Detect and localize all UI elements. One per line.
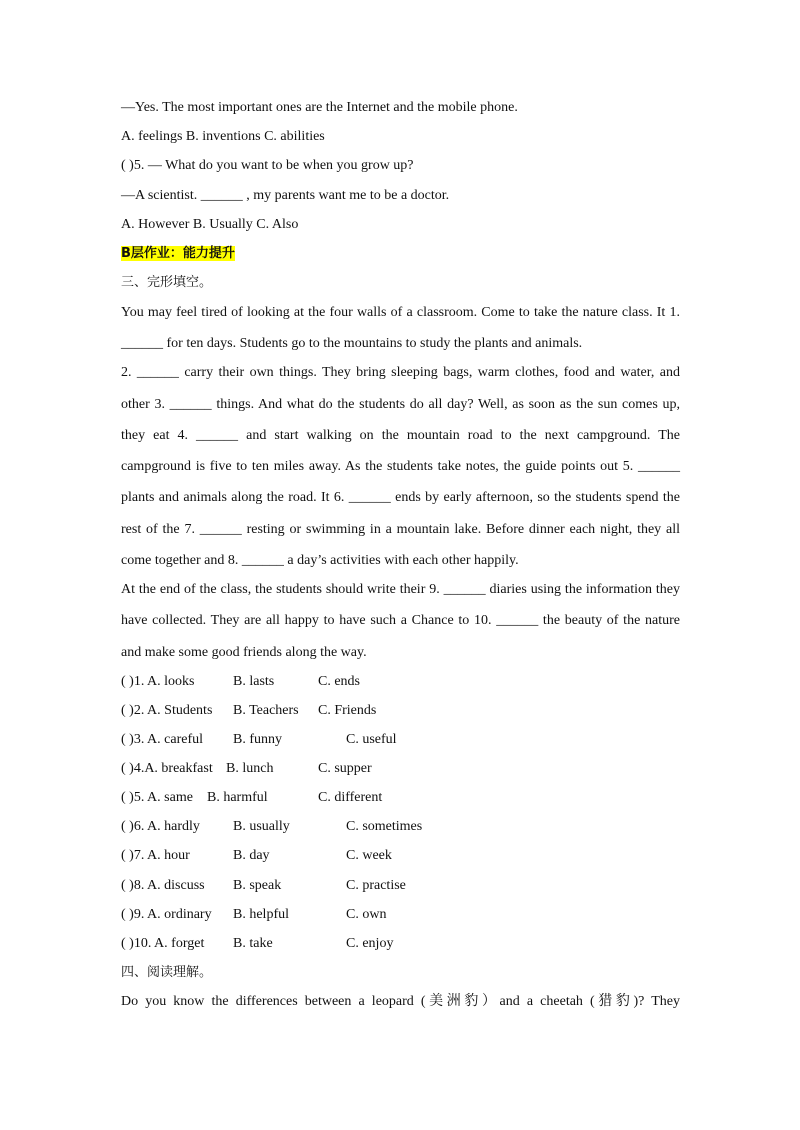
options-line-5: A. However B. Usually C. Also <box>121 217 299 232</box>
question-stem-option-a: ( )4.A. breakfast <box>121 761 213 776</box>
option-b: B. lunch <box>226 761 274 776</box>
cloze-heading: 三、完形填空。 <box>121 275 213 290</box>
option-c: C. supper <box>318 761 372 776</box>
reading-intro: Do you know the differences between a leopard (美洲豹）and a cheetah (猎豹)? They <box>121 994 680 1009</box>
option-c: C. own <box>346 907 387 922</box>
cloze-passage-line: they eat 4. ______ and start walking on the mountain road to the next campground. The <box>121 428 680 443</box>
cloze-passage-line: other 3. ______ things. And what do the students do all day? Well, as soon as the sun comes up, <box>121 397 680 412</box>
option-c: C. enjoy <box>346 936 394 951</box>
cloze-passage-line: ______ for ten days. Students go to the mountains to study the plants and animals. <box>121 336 583 351</box>
question-stem-option-a: ( )3. A. careful <box>121 732 204 747</box>
option-b: B. take <box>233 936 273 951</box>
option-b: B. funny <box>233 732 282 747</box>
cloze-passage-line: and make some good friends along the way. <box>121 645 367 660</box>
answer-line-5: —A scientist. ______ , my parents want me to be a doctor. <box>121 188 450 203</box>
option-c: C. week <box>346 848 392 863</box>
reading-heading: 四、阅读理解。 <box>121 965 213 980</box>
question-stem-option-a: ( )9. A. ordinary <box>121 907 212 922</box>
cloze-passage-line: rest of the 7. ______ resting or swimming in a mountain lake. Before dinner each night, they all <box>121 522 680 537</box>
option-c: C. ends <box>318 674 360 689</box>
cloze-passage-line: At the end of the class, the students should write their 9. ______ diaries using the information they <box>121 582 680 597</box>
cloze-passage-line: plants and animals along the road. It 6. ______ ends by early afternoon, so the students spend the <box>121 490 680 505</box>
option-c: C. different <box>318 790 383 805</box>
option-b: B. usually <box>233 819 290 834</box>
option-b: B. Teachers <box>233 703 299 718</box>
question-stem-option-a: ( )7. A. hour <box>121 848 190 863</box>
section-b-title: B层作业：能力提升 <box>121 246 235 261</box>
cloze-passage-line: 2. ______ carry their own things. They bring sleeping bags, warm clothes, food and water, and <box>121 365 680 380</box>
option-b: B. harmful <box>207 790 268 805</box>
question-stem-option-a: ( )1. A. looks <box>121 674 195 689</box>
options-line-4: A. feelings B. inventions C. abilities <box>121 129 325 144</box>
option-c: C. sometimes <box>346 819 423 834</box>
cloze-passage-line: campground is five to ten miles away. As the students take notes, the guide points out 5. ______ <box>121 459 680 474</box>
option-b: B. lasts <box>233 674 275 689</box>
cloze-passage-line: You may feel tired of looking at the four walls of a classroom. Come to take the nature class. It 1. <box>121 305 680 320</box>
answer-line-4: —Yes. The most important ones are the Internet and the mobile phone. <box>121 100 518 115</box>
option-b: B. helpful <box>233 907 289 922</box>
question-5: ( )5. — What do you want to be when you grow up? <box>121 158 414 173</box>
cloze-passage-line: have collected. They are all happy to have such a Chance to 10. ______ the beauty of the nature <box>121 613 680 628</box>
section-b-title-row <box>121 245 680 263</box>
question-stem-option-a: ( )10. A. forget <box>121 936 205 951</box>
question-stem-option-a: ( )8. A. discuss <box>121 878 205 893</box>
question-stem-option-a: ( )2. A. Students <box>121 703 213 718</box>
cloze-passage-line: come together and 8. ______ a day’s activities with each other happily. <box>121 553 519 568</box>
option-c: C. useful <box>346 732 397 747</box>
option-b: B. speak <box>233 878 282 893</box>
option-c: C. Friends <box>318 703 377 718</box>
question-stem-option-a: ( )6. A. hardly <box>121 819 200 834</box>
option-b: B. day <box>233 848 270 863</box>
question-stem-option-a: ( )5. A. same <box>121 790 193 805</box>
option-c: C. practise <box>346 878 406 893</box>
